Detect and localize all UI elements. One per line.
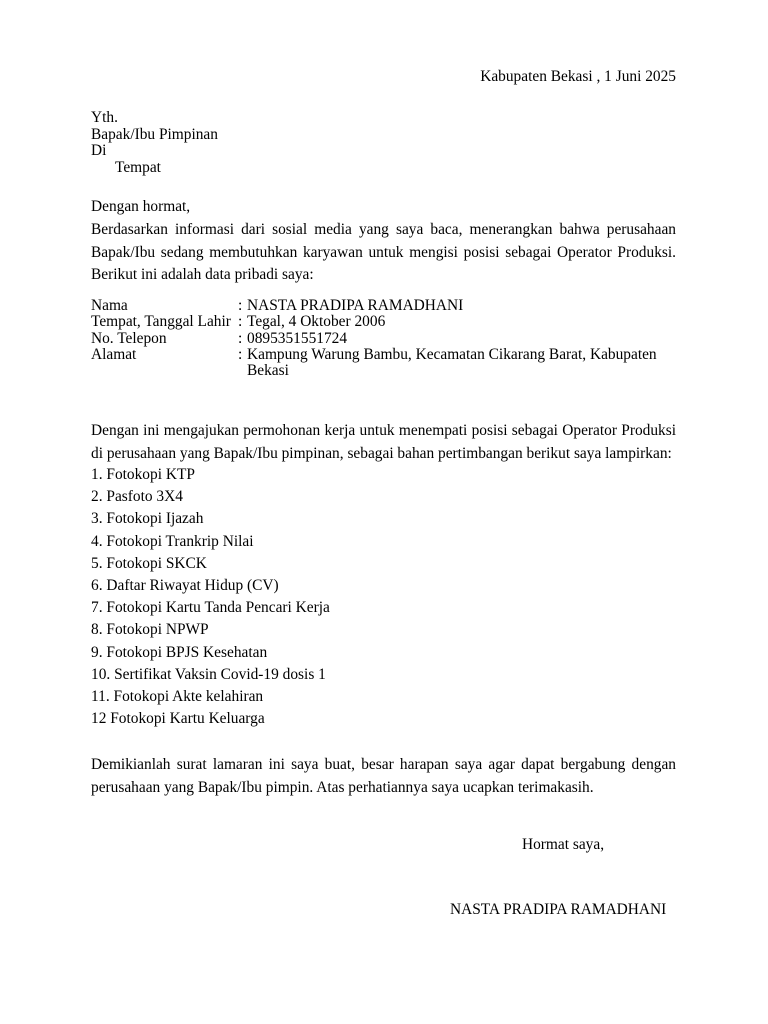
list-item: 4. Fotokopi Trankrip Nilai [91,532,254,550]
personal-data-row [91,298,676,314]
data-value: Kampung Warung Bambu, Kecamatan Cikarang Barat, Kabupaten Bekasi [247,345,657,380]
data-value: 0895351551724 [247,329,348,347]
list-item: 1. Fotokopi KTP [91,466,195,483]
data-label: Tempat, Tanggal Lahir [91,313,231,331]
list-item: 11. Fotokopi Akte kelahiran [91,688,264,706]
recipient-line: Bapak/Ibu Pimpinan [91,125,218,143]
intro-paragraph: Berdasarkan informasi dari sosial media yang saya baca, menerangkan bahwa perusahaan Bapak/Ibu sedang membutuhkan karyawan untuk mengisi posisi sebagai Operator Produksi. Berikut ini adalah data pribadi saya: [91,221,676,283]
data-label: Alamat [91,345,137,363]
application-paragraph: Dengan ini mengajukan permohonan kerja untuk menempati posisi sebagai Operator Produksi di perusahaan yang Bapak/Ibu pimpinan, sebagai bahan pertimbangan berikut saya lampirkan: [91,422,676,462]
personal-data-table [91,298,676,379]
data-label: No. Telepon [91,329,167,347]
list-item: 2. Pasfoto 3X4 [91,488,183,506]
salutation: Dengan hormat, [91,198,191,215]
list-item: 7. Fotokopi Kartu Tanda Pencari Kerja [91,599,330,617]
signer-name: NASTA PRADIPA RAMADHANI [450,901,667,918]
personal-data-row [91,314,676,330]
list-item: 9. Fotokopi BPJS Kesehatan [91,643,268,661]
data-value: NASTA PRADIPA RAMADHANI [247,297,464,314]
data-colon: : [238,313,243,331]
data-colon: : [238,297,243,314]
personal-data-row [91,347,676,380]
list-item: 12 Fotokopi Kartu Keluarga [91,710,265,728]
data-colon: : [238,345,243,363]
closing-paragraph: Demikianlah surat lamaran ini saya buat, besar harapan saya agar dapat bergabung dengan perusahaan yang Bapak/Ibu pimpin. Atas perhatiannya saya ucapkan terimakasih. [91,756,676,796]
letter-page [91,0,676,1024]
recipient-line: Tempat [115,158,161,176]
list-item: 6. Daftar Riwayat Hidup (CV) [91,577,279,595]
personal-data-row [91,331,676,347]
list-item: 3. Fotokopi Ijazah [91,510,204,528]
attachment-list [91,464,330,730]
place-date: Kabupaten Bekasi , 1 Juni 2025 [480,68,676,85]
recipient-block [91,110,218,176]
recipient-line: Yth. [91,109,118,126]
list-item: 8. Fotokopi NPWP [91,621,209,639]
list-item: 5. Fotokopi SKCK [91,554,207,572]
data-colon: : [238,329,243,347]
data-label: Nama [91,297,128,314]
data-value: Tegal, 4 Oktober 2006 [247,313,386,331]
closing-phrase: Hormat saya, [522,836,605,853]
list-item: 10. Sertifikat Vaksin Covid-19 dosis 1 [91,665,326,683]
recipient-line: Di [91,142,107,159]
